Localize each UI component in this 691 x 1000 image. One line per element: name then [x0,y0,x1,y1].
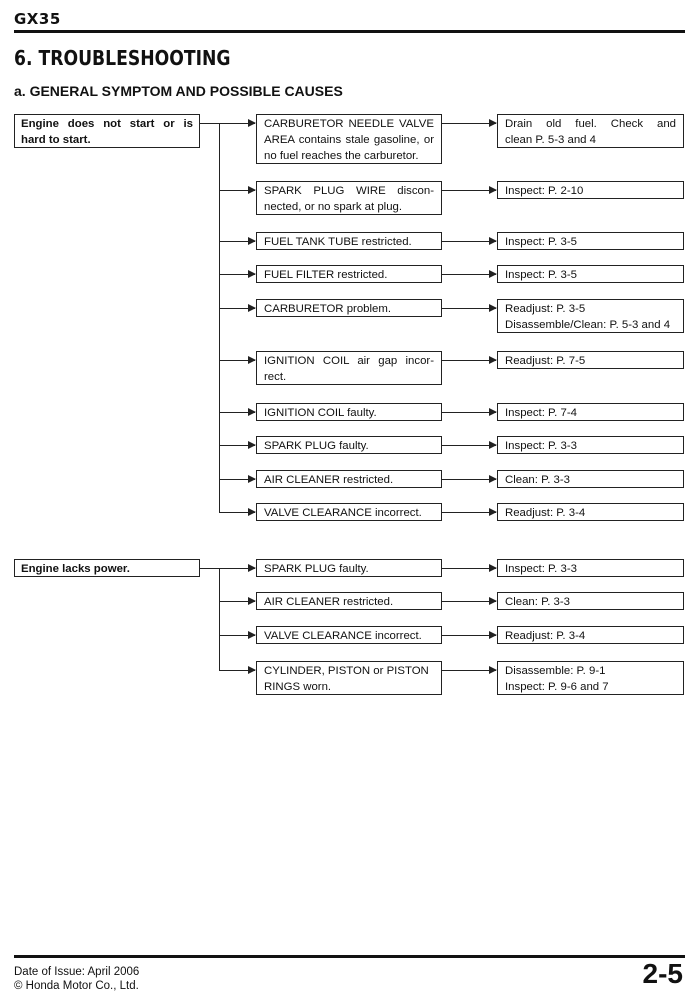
issue-date: Date of Issue: April 2006 [14,966,140,978]
box-line: rect. [264,371,287,383]
remedy-box [497,436,684,454]
box-line: FUEL TANK TUBE restricted. [264,236,412,248]
symptom-box [14,114,200,148]
remedy-box [497,351,684,369]
box-line: Clean: P. 3-3 [505,474,571,486]
box-line: Readjust: P. 3-4 [505,507,586,519]
box-line: CARBURETOR NEEDLE VALVE [264,118,434,130]
remedy-line [442,412,496,413]
cause-box [256,114,442,164]
remedy-box [497,181,684,199]
remedy-arrow [489,119,497,127]
box-line: SPARK PLUG WIRE discon- [264,185,434,197]
cause-box [256,181,442,215]
box-line: Readjust: P. 3-5 [505,303,586,315]
box-line: CARBURETOR problem. [264,303,392,315]
remedy-box [497,299,684,333]
box-line: IGNITION COIL faulty. [264,407,377,419]
remedy-arrow [489,564,497,572]
branch-trunk [219,568,220,670]
box-line: Inspect: P. 3-5 [505,269,577,281]
cause-box [256,265,442,283]
cause-box [256,626,442,644]
branch-arrow [248,237,256,245]
box-line: Readjust: P. 3-4 [505,630,586,642]
cause-box [256,559,442,577]
box-line: Engine does not start or is [21,118,193,130]
cause-box [256,470,442,488]
box-line: VALVE CLEARANCE incorrect. [264,630,422,642]
branch-arrow [248,508,256,516]
branch-arrow [248,408,256,416]
remedy-line [442,445,496,446]
branch-trunk [219,123,220,512]
remedy-box [497,592,684,610]
remedy-box [497,661,684,695]
remedy-arrow [489,666,497,674]
remedy-box [497,114,684,148]
branch-arrow [248,304,256,312]
symptom-connector [200,568,219,569]
remedy-line [442,123,496,124]
remedy-line [442,360,496,361]
box-line: VALVE CLEARANCE incorrect. [264,507,422,519]
symptom-box [14,559,200,577]
remedy-line [442,512,496,513]
box-line: Engine lacks power. [21,563,130,575]
remedy-arrow [489,508,497,516]
remedy-box [497,403,684,421]
branch-arrow [248,441,256,449]
cause-box [256,351,442,385]
box-line: Inspect: P. 7-4 [505,407,577,419]
branch-arrow [248,356,256,364]
page-number: 2-5 [642,958,683,989]
remedy-box [497,559,684,577]
remedy-box [497,626,684,644]
remedy-arrow [489,237,497,245]
box-line: Disassemble/Clean: P. 5-3 and 4 [505,319,671,331]
box-line: CYLINDER, PISTON or PISTON [264,665,429,677]
box-line: Drain old fuel. Check and [505,118,676,130]
remedy-line [442,308,496,309]
remedy-arrow [489,441,497,449]
document-model: GX35 [14,10,61,28]
section-subtitle: a. GENERAL SYMPTOM AND POSSIBLE CAUSES [14,83,343,99]
cause-box [256,403,442,421]
box-line: nected, or no spark at plug. [264,201,403,213]
box-line: AIR CLEANER restricted. [264,474,394,486]
box-line: Readjust: P. 7-5 [505,355,586,367]
remedy-line [442,601,496,602]
page-title: 6. TROUBLESHOOTING [14,46,231,70]
branch-arrow [248,119,256,127]
cause-box [256,661,442,695]
remedy-line [442,479,496,480]
remedy-box [497,470,684,488]
box-line: Clean: P. 3-3 [505,596,571,608]
branch-arrow [248,186,256,194]
cause-box [256,232,442,250]
cause-box [256,592,442,610]
copyright: © Honda Motor Co., Ltd. [14,980,139,992]
branch-arrow [248,666,256,674]
box-line: hard to start. [21,134,91,146]
box-line: Inspect: P. 3-3 [505,563,577,575]
branch-arrow [248,270,256,278]
box-line: IGNITION COIL air gap incor- [264,355,434,367]
box-line: Inspect: P. 9-6 and 7 [505,681,609,693]
header-rule [14,30,685,33]
remedy-line [442,190,496,191]
remedy-line [442,635,496,636]
remedy-box [497,232,684,250]
remedy-arrow [489,356,497,364]
remedy-arrow [489,631,497,639]
branch-arrow [248,564,256,572]
remedy-box [497,503,684,521]
remedy-line [442,568,496,569]
symptom-connector [200,123,219,124]
box-line: Disassemble: P. 9-1 [505,665,606,677]
remedy-arrow [489,270,497,278]
remedy-line [442,274,496,275]
remedy-line [442,670,496,671]
remedy-arrow [489,186,497,194]
box-line: SPARK PLUG faulty. [264,440,369,452]
cause-box [256,436,442,454]
branch-arrow [248,597,256,605]
box-line: RINGS worn. [264,681,332,693]
box-line: clean P. 5-3 and 4 [505,134,596,146]
footer-rule [14,955,685,958]
box-line: Inspect: P. 2-10 [505,185,584,197]
remedy-arrow [489,408,497,416]
cause-box [256,299,442,317]
box-line: no fuel reaches the carburetor. [264,150,419,162]
box-line: FUEL FILTER restricted. [264,269,388,281]
box-line: AIR CLEANER restricted. [264,596,394,608]
branch-arrow [248,475,256,483]
branch-arrow [248,631,256,639]
cause-box [256,503,442,521]
box-line: AREA contains stale gasoline, or [264,134,434,146]
box-line: Inspect: P. 3-5 [505,236,577,248]
box-line: Inspect: P. 3-3 [505,440,577,452]
remedy-arrow [489,597,497,605]
remedy-arrow [489,475,497,483]
remedy-line [442,241,496,242]
remedy-box [497,265,684,283]
remedy-arrow [489,304,497,312]
box-line: SPARK PLUG faulty. [264,563,369,575]
